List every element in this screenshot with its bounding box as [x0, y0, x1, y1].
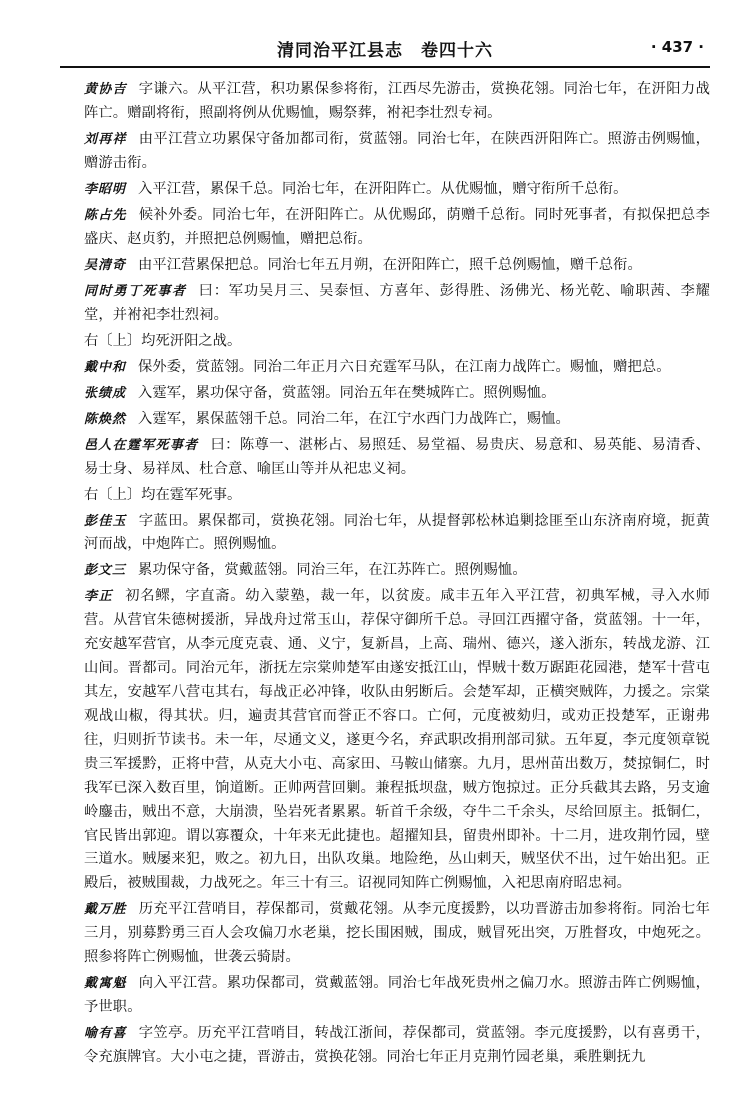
entry-name: 李昭明: [84, 181, 127, 197]
entry-name: 李正: [84, 589, 114, 605]
biography-entry: [84, 178, 710, 202]
entry-text: 入平江营，累保千总。同治七年，在汧阳阵亡。从优赐恤，赠守衔所千总衔。: [138, 180, 628, 197]
entry-name: 戴寓魁: [84, 976, 127, 992]
entry-text: 由平江营立功累保守备加都司衔，赏蓝翎。同治七年，在陕西汧阳阵亡。照游击例赐恤，赠游击衔。: [84, 130, 710, 171]
biography-entry: [84, 559, 710, 583]
entry-name: 刘再祥: [84, 131, 127, 147]
entry-name: 陈焕然: [84, 411, 127, 427]
biography-entry: [84, 510, 710, 558]
biography-entry: [84, 1022, 710, 1070]
biography-entry: [84, 128, 710, 176]
biography-entry: [84, 898, 710, 970]
running-title: 清同治平江县志 卷四十六: [277, 41, 493, 61]
entry-text: 初名鳏，字直斋。幼入蒙塾，裁一年，以贫废。咸丰五年入平江营，初典军械，寻入水师营。从营官朱德树援浙，异战舟过常玉山，荐保守御所千总。寻回江西擢守备，赏蓝翎。十一年，充安越军营官，从李元度克袁、通、义宁，复新昌，上高、瑞州、德兴，遂入浙东，转战龙游、江山间。晋都司。同治元年，浙抚左宗棠帅楚军由遂安抵江山，悍贼十数万踞距花园港，楚军十营屯其左，安越军八营屯其右，每战正必冲锋，收队由躬断后。会楚军却，正横突贼阵，力援之。宗棠观战山椒，得其状。归，遍责其营官而誉正不容口。亡何，元度被劾归，或劝正投楚军，正谢弗往，归则折节读书。未一年，尽通文义，遂更今名，弃武职改捐刑部司狱。五年夏，李元度领章锐贵三军援黔，正将中营，从克大小屯、高家田、马鞍山储寨。九月，思州苗出数万，焚掠铜仁，时我军已深入数百里，饷道断。正帅两营回剿。兼程抵坝盘，贼方饱掠过。正分兵截其去路，另支逾岭鏖击，贼出不意，大崩溃，坠岩死者累累。斩首千余级，夺牛二千余头，尽给回原主。抵铜仁，官民皆出郭迎。谓以寡覆众，十年来无此捷也。超擢知县，留贵州即补。十二月，进攻荆竹园，壁三道水。贼屡来犯，败之。初九日，出队攻巢。地险绝，丛山剌天，贼坚伏不出，过午始出犯。正殿后，被贼围裁，力战死之。年三十有三。诏视同知阵亡例赐恤，入祀思南府昭忠祠。: [84, 588, 710, 892]
entry-text: 候补外委。同治七年，在汧阳阵亡。从优赐邱，荫赠千总衔。同时死事者，有拟保把总李盛庆、赵贞豹，并照把总例赐恤，赠把总衔。: [84, 206, 710, 247]
biography-entry: [84, 254, 710, 278]
section-note: [84, 330, 710, 354]
page-header: [60, 34, 710, 64]
biography-entry: [84, 408, 710, 432]
entry-name: 邑人在霆军死事者: [84, 437, 199, 453]
biography-entry: [84, 356, 710, 380]
biography-entry: [84, 204, 710, 252]
entry-text: 字蓝田。累保都司，赏换花翎。同治七年，从提督郭松林追剿捻匪至山东济南府境，扼黄河而战，中炮阵亡。照例赐恤。: [84, 512, 710, 553]
entry-name: 吴清奇: [84, 257, 127, 273]
section-note: [84, 484, 710, 508]
entry-name: 陈占先: [84, 207, 127, 223]
entry-name: 彭佳玉: [84, 513, 127, 529]
entry-name: 戴中和: [84, 359, 127, 375]
biography-entry: [84, 382, 710, 406]
biography-entry: [84, 434, 710, 482]
entry-text: 曰：陈尊一、湛彬占、易照廷、易堂福、易贵庆、易意和、易英能、易清香、易士身、易祥凤、杜合意、喻匡山等并从祀忠义祠。: [84, 436, 710, 477]
entry-name: 张绩成: [84, 385, 127, 401]
entry-text: 曰：军功吴月三、吴泰恒、方喜年、彭得胜、汤佛光、杨光乾、喻职茜、李耀堂，并袝祀李壮烈祠。: [84, 282, 710, 323]
header-rule: [60, 66, 710, 68]
entry-text: 字谦六。从平江营，积功累保参将衔，江西尽先游击，赏换花翎。同治七年，在汧阳力战阵亡。赠副将衔，照副将例从优赐恤，赐祭葬，袝祀李壮烈专祠。: [84, 81, 710, 121]
biography-entry: [84, 972, 710, 1020]
biography-entry: [84, 280, 710, 328]
entry-text: 入霆军，累保蓝翎千总。同治二年，在江宁水西门力战阵亡，赐恤。: [138, 410, 570, 427]
entry-text: 字笠亭。历充平江营哨目，转战江浙间，荐保都司，赏蓝翎。李元度援黔，以有喜勇干，令充旗牌官。大小屯之捷，晋游击，赏换花翎。同治七年正月克荆竹园老巢，乘胜剿抚九: [84, 1025, 710, 1065]
entry-name: 喻有喜: [84, 1026, 127, 1042]
entry-text: 保外委，赏蓝翎。同治二年正月六日充霆军马队，在江南力战阵亡。赐恤，赠把总。: [138, 358, 671, 375]
entry-text: 历充平江营哨目，荐保都司，赏戴花翎。从李元度援黔，以功晋游击加参将衔。同治七年三月，别募黔勇三百人会攻偏刀水老巢，挖长围困贼，围成，贼冒死出突，万胜督攻，中炮死之。照参将阵亡例赐恤，世袭云骑尉。: [84, 901, 710, 966]
entry-name: 彭文三: [84, 563, 127, 579]
page-body: [84, 78, 710, 1072]
biography-entry: [84, 78, 710, 126]
entry-name: 黄协吉: [84, 82, 127, 97]
entry-text: 向入平江营。累功保都司，赏戴蓝翎。同治七年战死贵州之偏刀水。照游击阵亡例赐恤，予世职。: [84, 975, 710, 1016]
note-text: 右〔上〕均在霆军死事。: [84, 486, 242, 503]
entry-text: 由平江营累保把总。同治七年五月朔，在汧阳阵亡，照千总例赐恤，赠千总衔。: [138, 256, 642, 273]
entry-text: 入霆军，累功保守备，赏蓝翎。同治五年在樊城阵亡。照例赐恤。: [138, 384, 556, 401]
page-number: · 437 ·: [650, 38, 704, 56]
entry-text: 累功保守备，赏戴蓝翎。同治三年，在江苏阵亡。照例赐恤。: [138, 562, 527, 579]
note-text: 右〔上〕均死汧阳之战。: [84, 332, 242, 349]
entry-name: 戴万胜: [84, 902, 127, 918]
biography-entry: [84, 585, 710, 896]
entry-name: 同时勇丁死事者: [84, 283, 187, 299]
